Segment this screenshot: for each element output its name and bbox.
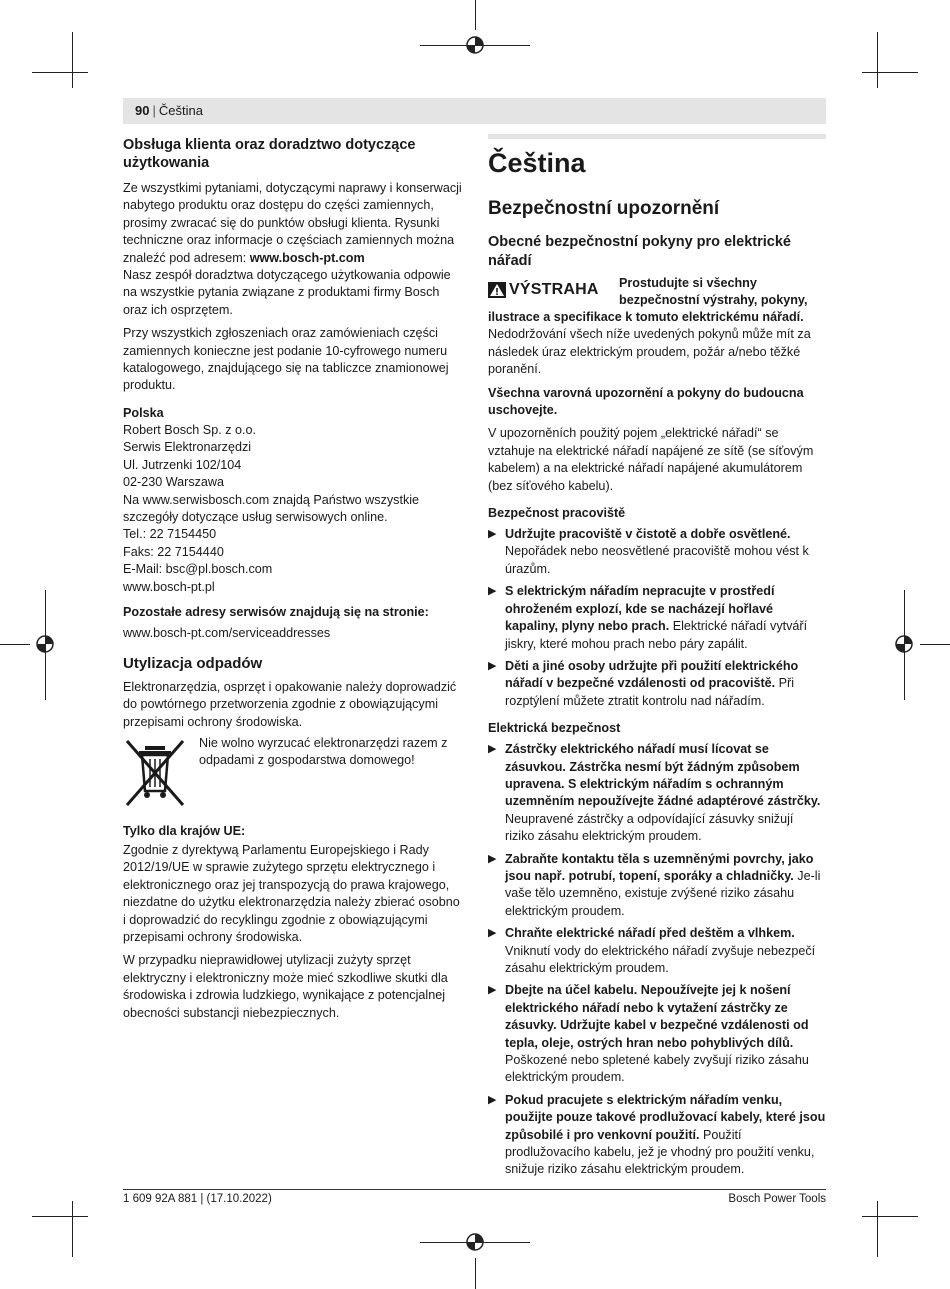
service-paragraph-3: Przy wszystkich zgłoszeniach oraz zamówieniach części zamiennych konieczne jest podanie 10-cyfrowego numeru katalogowego, znajdującego się na tabliczce znamionowej produktu.	[123, 326, 449, 393]
language-title: Čeština	[488, 148, 586, 178]
item-text: Vniknutí vody do elektrického nářadí zvyšuje nebezpečí zásahu elektrickým proudem.	[505, 943, 816, 975]
address-line: Robert Bosch Sp. z o.o.	[123, 422, 257, 437]
list-item	[488, 741, 826, 845]
term-definition: V upozorněních použitý pojem „elektrické nářadí“ se vztahuje na elektrické nářadí napájené ze sítě (se síťovým kabelem) a na elektrické nářadí napájené akumulátorem (bez síťového kabelu).	[488, 426, 814, 493]
address-line: Ul. Jutrzenki 102/104	[123, 457, 242, 472]
item-text: Neupravené zástrčky a odpovídající zásuvky snižují riziko zásahu elektrickým proudem.	[505, 811, 794, 844]
list-item	[488, 658, 826, 710]
address-line: Serwis Elektronarzędzi	[123, 440, 252, 455]
bullet-arrow-icon: ▶	[488, 1093, 497, 1106]
warning-consequence: Nedodržování všech níže uvedených pokynů může mít za následek úraz elektrickým proudem, požár a/nebo těžké poranění.	[488, 327, 811, 377]
eu-paragraph-1: Zgodnie z dyrektywą Parlamentu Europejskiego i Rady 2012/19/UE w sprawie zużytego sprzętu elektrycznego i elektronicznego oraz jej transpozycją do prawa krajowego, niezdatne do użytku elektronarzędzia należy zbierać osobno i doprowadzić do recyklingu zgodnie z obowiązującymi przepisami ochrony środowiska.	[123, 842, 460, 944]
item-bold: Chraňte elektrické nářadí před deštěm a vlhkem.	[505, 926, 795, 941]
workplace-list	[488, 526, 826, 710]
address-block	[123, 422, 463, 596]
footer-rule	[123, 1189, 826, 1190]
bullet-arrow-icon: ▶	[488, 659, 497, 672]
disposal-paragraph: Elektronarzędzia, osprzęt i opakowanie należy doprowadzić do powtórnego przetworzenia zgodnie z obowiązującymi przepisami ochrony środowiska.	[123, 679, 457, 729]
header-separator: |	[152, 103, 156, 118]
registration-mark-icon	[463, 1230, 487, 1254]
list-item	[488, 1092, 826, 1179]
header-language: Čeština	[158, 103, 203, 118]
warning-lead: Prostudujte si všechny bezpečnostní výstrahy, pokyny,	[619, 276, 808, 308]
crop-mark	[72, 32, 73, 88]
registration-mark-icon	[892, 632, 916, 656]
other-addresses-link[interactable]: www.bosch-pt.com/serviceaddresses	[123, 626, 331, 641]
crop-mark	[877, 1201, 878, 1257]
section-bar	[488, 134, 826, 139]
address-line: 02-230 Warszawa	[123, 475, 225, 490]
list-item	[488, 851, 826, 921]
crop-mark	[72, 1201, 73, 1257]
item-bold: Děti a jiné osoby udržujte při použití elektrického nářadí v bezpečné vzdálenosti od pracoviště.	[505, 658, 799, 691]
list-item	[488, 925, 826, 977]
list-item	[488, 583, 826, 653]
crop-mark	[877, 32, 878, 88]
country-heading: Polska	[123, 405, 164, 420]
list-item	[488, 526, 826, 578]
footer-brand: Bosch Power Tools	[728, 1193, 826, 1205]
item-text: Poškozené nebo spletené kabely zvyšují riziko zásahu elektrickým proudem.	[505, 1053, 809, 1085]
weee-text: Nie wolno wyrzucać elektronarzędzi razem z odpadami z gospodarstwa domowego!	[199, 735, 448, 768]
registration-mark-icon	[33, 632, 57, 656]
crop-mark	[0, 644, 30, 645]
electric-heading: Elektrická bezpečnost	[488, 721, 621, 736]
crop-mark	[862, 72, 918, 73]
service-paragraph-2: Nasz zespół doradztwa dotyczącego użytkowania odpowie na wszystkie pytania związane z produktami firmy Bosch oraz ich osprzętem.	[123, 268, 451, 317]
bullet-arrow-icon: ▶	[488, 927, 497, 940]
bullet-arrow-icon: ▶	[488, 528, 497, 541]
item-text: Elektrické nářadí vytváří jiskry, které mohou prach nebo páry zapálit.	[505, 619, 808, 651]
right-column	[488, 134, 826, 1184]
item-bold: Dbejte na účel kabelu. Nepoužívejte jej k nošení elektrického nářadí nebo k vytažení zástrčky ze zásuvky. Udržujte kabel v bezpečné vzdálenosti od tepla, oleje, ostrých hran nebo pohyblivých dílů.	[505, 983, 809, 1050]
registration-mark-icon	[463, 33, 487, 57]
warning-block	[488, 276, 826, 313]
item-text: Je-li vaše tělo uzemněno, existuje zvýšené riziko zásahu elektrickým proudem.	[505, 868, 821, 918]
item-bold: Udržujte pracoviště v čistotě a dobře osvětlené.	[505, 527, 791, 542]
crop-mark	[32, 72, 88, 73]
safety-title: Bezpečnostní upozornění	[488, 198, 720, 219]
crossed-bin-icon	[123, 737, 187, 809]
bullet-arrow-icon: ▶	[488, 984, 497, 997]
bullet-arrow-icon: ▶	[488, 585, 497, 598]
eu-heading: Tylko dla krajów UE:	[123, 823, 246, 838]
general-safety-heading: Obecné bezpečnostní pokyny pro elektrické nářadí	[488, 234, 791, 269]
other-addresses-label: Pozostałe adresy serwisów znajdują się na stronie:	[123, 604, 429, 619]
weee-notice	[123, 735, 463, 813]
page-header	[123, 98, 826, 124]
warning-continuation: ilustrace a specifikace k tomuto elektrickému nářadí.	[488, 310, 804, 324]
service-heading: Obsługa klienta oraz doradztwo dotyczące użytkowania	[123, 137, 416, 171]
item-text: Nepořádek nebo neosvětlené pracoviště mohou vést k úrazům.	[505, 544, 809, 576]
bullet-arrow-icon: ▶	[488, 743, 497, 756]
service-url-link[interactable]: www.bosch-pt.com	[249, 250, 365, 265]
crop-mark	[862, 1216, 918, 1217]
item-bold: Zabraňte kontaktu těla s uzemněnými povrchy, jako jsou např. potrubí, topení, sporáky a chladničky.	[505, 851, 814, 883]
workplace-heading: Bezpečnost pracoviště	[488, 506, 626, 521]
address-line: E-Mail: bsc@pl.bosch.com	[123, 562, 273, 577]
crop-mark	[475, 1258, 476, 1289]
keep-instructions: Všechna varovná upozornění a pokyny do budoucna uschovejte.	[488, 385, 804, 418]
electric-list	[488, 741, 826, 1179]
footer-doc-code: 1 609 92A 881 | (17.10.2022)	[123, 1193, 272, 1205]
address-line: Na www.serwisbosch.com znajdą Państwo wszystkie szczegóły dotyczące usług serwisowych online.	[123, 492, 420, 524]
warning-word: VÝSTRAHA	[509, 281, 599, 298]
crop-mark	[920, 644, 950, 645]
address-line: www.bosch-pt.pl	[123, 579, 215, 594]
warning-triangle-icon	[488, 282, 506, 298]
item-text: Při rozptýlení můžete ztratit kontrolu nad nářadím.	[505, 676, 795, 708]
address-line: Tel.: 22 7154450	[123, 527, 217, 542]
address-line: Faks: 22 7154440	[123, 544, 224, 559]
bullet-arrow-icon: ▶	[488, 852, 497, 865]
service-paragraph-1	[123, 180, 463, 267]
item-bold: S elektrickým nářadím nepracujte v prostředí ohroženém explozí, kde se nacházejí hořlavé kapaliny, plyny nebo prach.	[505, 584, 775, 634]
left-column	[123, 136, 463, 1028]
crop-mark	[32, 1216, 88, 1217]
warning-label	[488, 281, 599, 299]
item-bold: Zástrčky elektrického nářadí musí lícovat se zásuvkou. Zástrčka nesmí být žádným způsobem upravena. S elektrickým nářadím s ochranným uzemněním nepoužívejte žádné adaptérové zástrčky.	[505, 742, 821, 809]
service-paragraph-1-text: Ze wszystkimi pytaniami, dotyczącymi naprawy i konserwacji nabytego produktu oraz dostępu do części zamiennych, prosimy zwracać się do punktów obsługi klienta. Rysunki techniczne oraz informacje o częściach zamiennych można znaleźć pod adresem:	[123, 181, 462, 265]
list-item	[488, 982, 826, 1086]
crop-mark	[475, 0, 476, 30]
item-text: Použití prodlužovacího kabelu, jež je vhodný pro použití venku, snižuje riziko zásahu elektrickým proudem.	[505, 1127, 815, 1177]
page-number: 90	[135, 103, 150, 118]
item-bold: Pokud pracujete s elektrickým nářadím venku, použijte pouze takové prodlužovací kabely, které jsou způsobilé i pro venkovní použití.	[505, 1092, 826, 1142]
eu-paragraph-2: W przypadku nieprawidłowej utylizacji zużyty sprzęt elektryczny i elektroniczny może mieć szkodliwe skutki dla środowiska i zdrowia ludzkiego, wynikające z potencjalnej obecności substancji niebezpiecznych.	[123, 953, 448, 1020]
disposal-heading: Utylizacja odpadów	[123, 654, 263, 672]
